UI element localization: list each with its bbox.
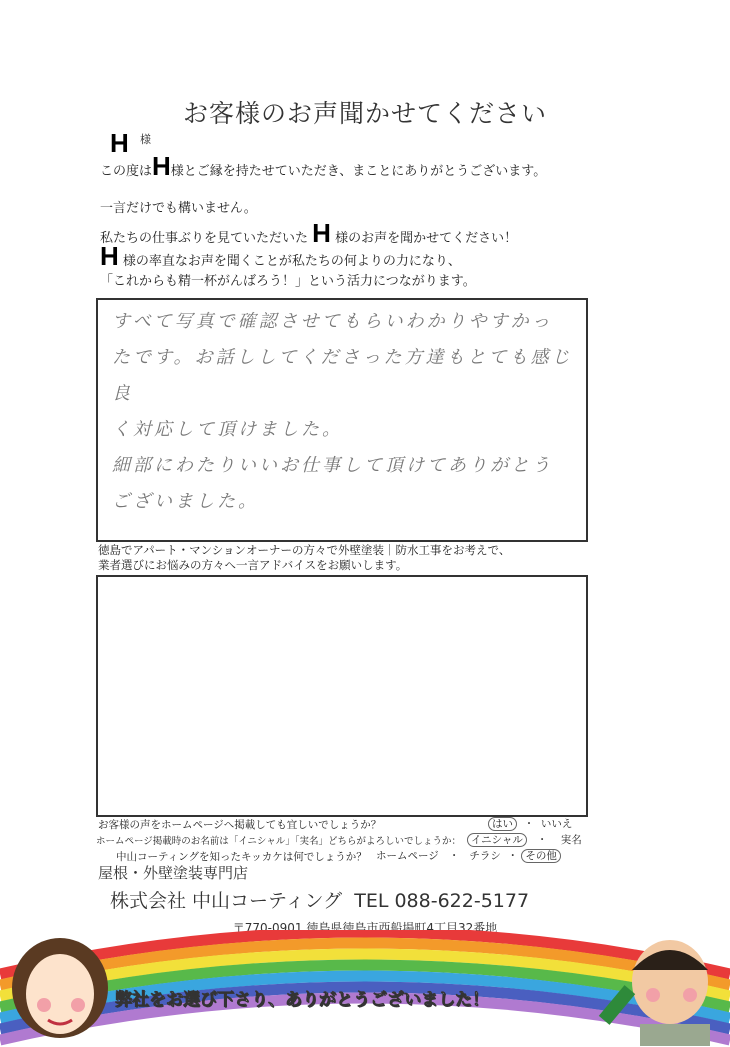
advice-label [98, 543, 510, 573]
advice-label-line1: 徳島でアパート・マンションオーナーの方々で外壁塗装｜防水工事をお考えで、 [98, 543, 511, 557]
separator: ・ [536, 834, 548, 846]
intro-line3 [100, 243, 461, 269]
intro-line2-suffix: 様のお声を聞かせてください！ [335, 231, 518, 246]
company-tel: TEL 088-622-5177 [354, 890, 530, 912]
greeting-suffix: 様とご縁を持たせていただき、まことにありがとうございます。 [170, 164, 547, 179]
option-real-name[interactable]: 実名 [560, 834, 582, 846]
company-tagline: 屋根・外壁塗装専門店 [98, 864, 249, 882]
separator: ・ [523, 818, 535, 830]
woman-mascot [12, 938, 108, 1038]
customer-initial: H [110, 128, 129, 158]
feedback-line: すべて写真で確認させてもらいわかりやすかっ [112, 311, 553, 332]
intro-line3-suffix: 様の率直なお声を聞くことが私たちの何よりの力になり、 [122, 254, 461, 269]
honorific: 様 [140, 133, 151, 146]
option-flyer[interactable]: チラシ [469, 850, 501, 862]
question-publish: お客様の声をホームページへ掲載しても宜しいでしょうか？ [98, 819, 382, 831]
banner-text: 弊社をお選び下さり、ありがとうございました！ [115, 990, 489, 1010]
intro-line1: 一言だけでも構いません。 [100, 201, 257, 216]
option-homepage[interactable]: ホームページ [376, 850, 439, 862]
customer-initial: H [312, 218, 331, 248]
greeting-prefix: この度は [100, 164, 153, 179]
option-other[interactable]: その他 [521, 849, 561, 863]
question-name: ホームページ掲載時のお名前は「イニシャル」「実名」どちらがよろしいでしょうか： [96, 836, 461, 847]
intro-line2-prefix: 私たちの仕事ぶりを見ていただいた [100, 231, 309, 246]
option-initial[interactable]: イニシャル [467, 833, 527, 847]
advice-box[interactable] [96, 575, 588, 817]
intro-line4: 「これからも精一杯がんばろう！」という活力につながります。 [100, 274, 476, 289]
company-name: 株式会社 中山コーティング [110, 890, 343, 912]
source-options [376, 848, 561, 863]
feedback-line: たです。お話ししてくださった方達もとても感じ良 [112, 347, 573, 404]
separator: ・ [507, 850, 519, 862]
company-address: 〒770-0901 徳島県徳島市西船場町4丁目32番地 [232, 921, 498, 935]
name-options [467, 832, 582, 847]
page-title: お客様のお声聞かせてください [182, 99, 547, 128]
feedback-line: く対応して頂けました。 [112, 419, 343, 440]
customer-initial: H [100, 241, 119, 271]
option-no[interactable]: いいえ [540, 818, 573, 830]
feedback-box[interactable] [96, 298, 588, 542]
publish-options [488, 816, 572, 831]
greeting [100, 153, 546, 179]
feedback-line: ございました。 [112, 491, 259, 512]
separator: ・ [448, 850, 460, 862]
customer-initial: H [152, 151, 171, 181]
question-source: 中山コーティングを知ったキッカケは何でしょうか？ [116, 851, 367, 863]
company-line [110, 886, 529, 913]
advice-label-line2: 業者選びにお悩みの方々へ一言アドバイスをお願いします。 [98, 558, 408, 572]
feedback-line: 細部にわたりいいお仕事して頂けてありがとう [112, 455, 553, 476]
option-yes[interactable]: はい [488, 817, 517, 831]
